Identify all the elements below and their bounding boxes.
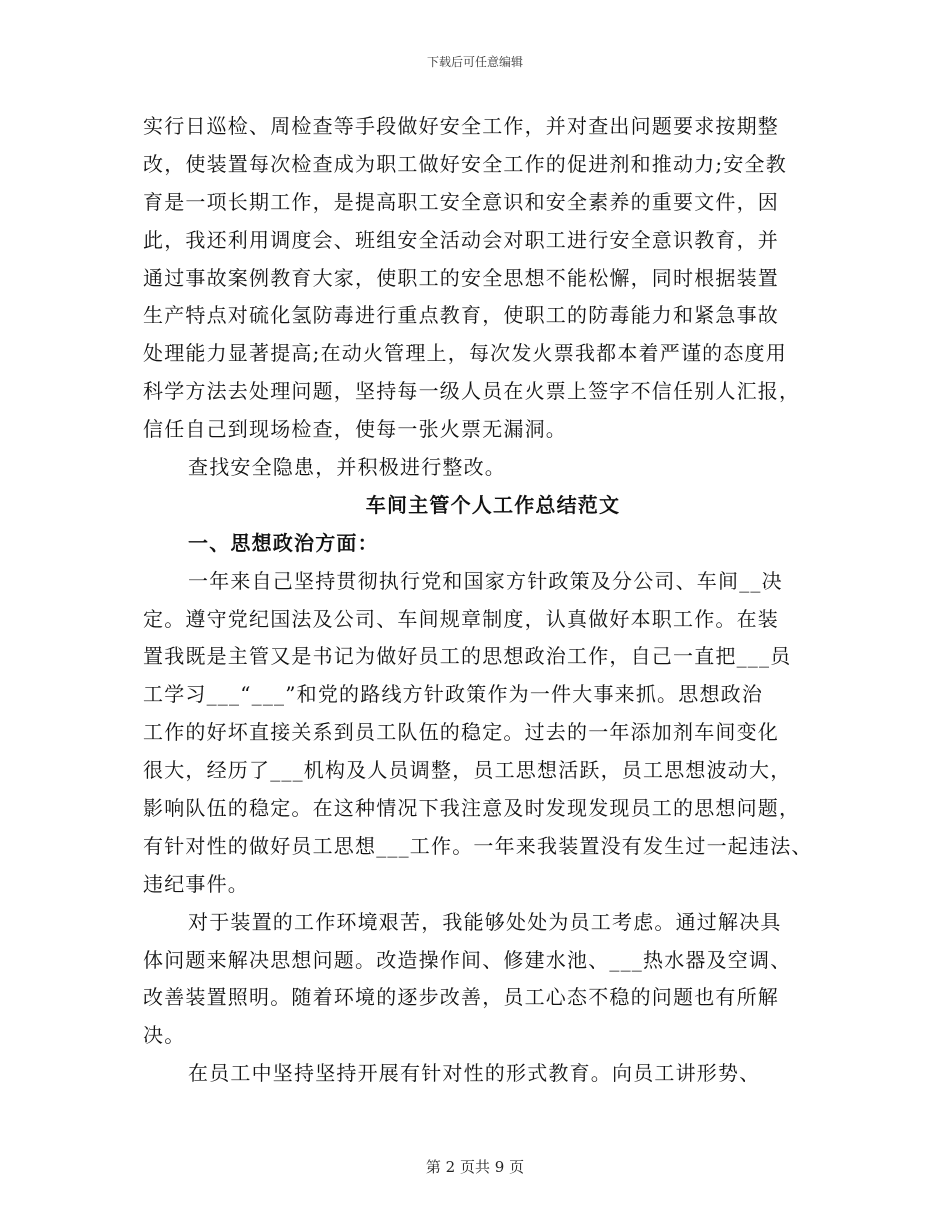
text-line: 有针对性的做好员工思想___工作。一年来我装置没有发生过一起违法、: [143, 833, 813, 858]
page-footer: 第 2 页共 9 页: [425, 1158, 525, 1176]
text-line: 此，我还利用调度会、班组安全活动会对职工进行安全意识教育，并: [143, 227, 779, 252]
document-body: [143, 108, 823, 1093]
text-line: 改，使装置每次检查成为职工做好安全工作的促进剂和推动力;安全教: [143, 151, 787, 176]
text-line: 体问题来解决思想问题。改造操作间、修建水池、___热水器及空调、: [143, 947, 792, 972]
text-line: 置我既是主管又是书记为做好员工的思想政治工作，自己一直把___员: [143, 644, 792, 669]
text-line: 改善装置照明。随着环境的逐步改善，员工心态不稳的问题也有所解: [143, 985, 779, 1010]
text-line: 违纪事件。: [143, 871, 249, 896]
text-line: 很大，经历了___机构及人员调整，员工思想活跃，员工思想波动大，: [143, 758, 792, 783]
text-line: 育是一项长期工作，是提高职工安全意识和安全素养的重要文件，因: [143, 189, 779, 214]
text-line: 决。: [143, 1023, 186, 1048]
text-line: 工作的好坏直接关系到员工队伍的稳定。过去的一年添加剂车间变化: [143, 720, 779, 745]
text-line: 定。遵守党纪国法及公司、车间规章制度，认真做好本职工作。在装: [143, 606, 779, 631]
text-line: 信任自己到现场检查，使每一张火票无漏洞。: [143, 417, 567, 442]
section-title: 车间主管个人工作总结范文: [365, 492, 621, 517]
text-line: 工学习___“___”和党的路线方针政策作为一件大事来抓。思想政治: [143, 682, 764, 707]
text-line: 影响队伍的稳定。在这种情况下我注意及时发现发现员工的思想问题，: [143, 796, 801, 821]
text-line: 处理能力显著提高;在动火管理上，每次发火票我都本着严谨的态度用: [143, 341, 787, 366]
paragraph-start: 在员工中坚持坚持开展有针对性的形式教育。向员工讲形势、: [188, 1061, 761, 1086]
text-line: 通过事故案例教育大家，使职工的安全思想不能松懈，同时根据装置: [143, 265, 779, 290]
paragraph-start: 查找安全隐患，并积极进行整改。: [188, 455, 506, 480]
page-header: 下载后可任意编辑: [426, 55, 523, 69]
section-heading: 一、思想政治方面：: [188, 530, 379, 555]
paragraph-start: 对于装置的工作环境艰苦，我能够处处为员工考虑。通过解决具: [188, 909, 782, 934]
text-line: 生产特点对硫化氢防毒进行重点教育，使职工的防毒能力和紧急事故: [143, 303, 779, 328]
text-line: 实行日巡检、周检查等手段做好安全工作，并对查出问题要求按期整: [143, 114, 779, 138]
text-line: 科学方法去处理问题，坚持每一级人员在火票上签字不信任别人汇报，: [143, 379, 801, 404]
paragraph-start: 一年来自己坚持贯彻执行党和国家方针政策及分公司、车间__决: [188, 568, 783, 593]
